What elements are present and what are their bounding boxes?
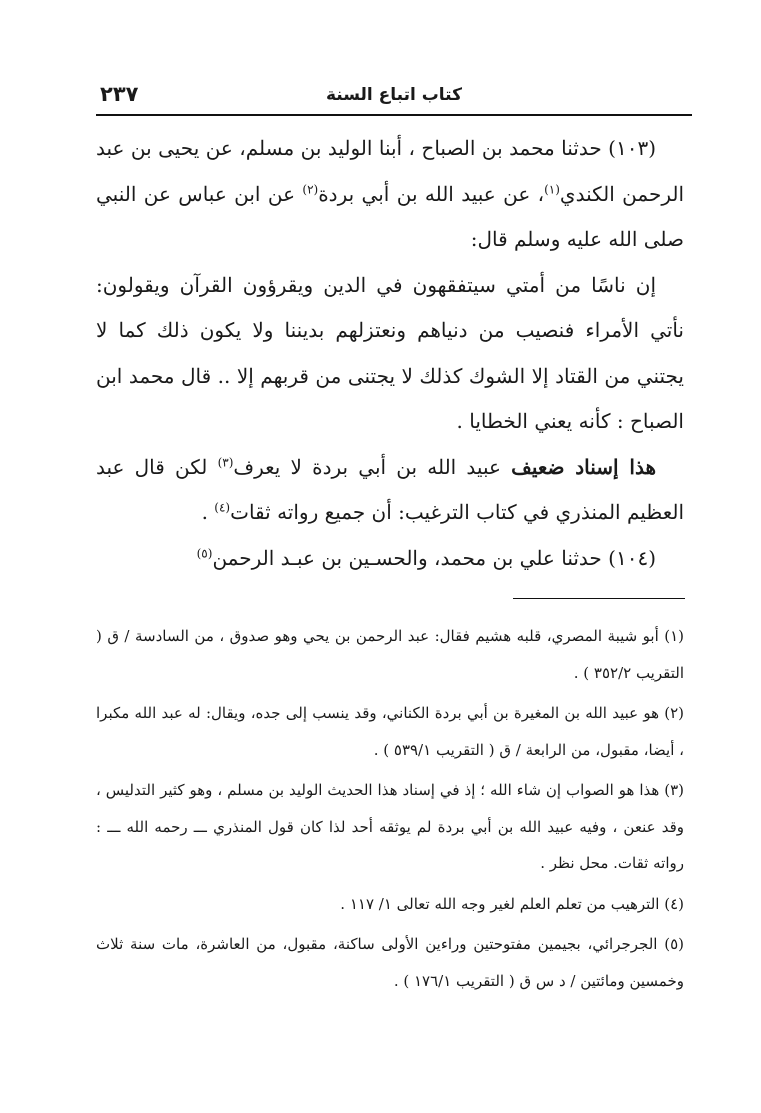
main-text	[96, 126, 684, 581]
hadith-104-text: (١٠٤) حدثنا علي بن محمد، والحسـين بن عبـد الرحمن	[212, 545, 656, 570]
footnote-5: (٥) الجرجرائي، بجيمين مفتوحتين وراءين الأولى ساكنة، مقبول، من العاشرة، مات سنة ثلاث وخمسين ومائتين / د س ق ( التقريب ١٧٦/١ ) .	[96, 935, 684, 990]
running-header	[96, 80, 692, 116]
footnote-ref-2: (٢)	[302, 181, 319, 196]
hadith-104-isnad	[96, 536, 684, 582]
grading-text-3: .	[201, 500, 215, 524]
footnote-ref-5: (٥)	[196, 545, 213, 560]
footnotes	[96, 618, 684, 999]
hadith-103-isnad	[96, 126, 684, 263]
footnote-ref-3: (٣)	[217, 454, 234, 469]
grading-text-2: لكن قال عبد العظيم المنذري في كتاب الترغيب: أن جميع رواته ثقات	[96, 454, 684, 524]
book-title: كتاب اتباع السنة	[325, 85, 463, 105]
footnote-4: (٤) الترهيب من تعلم العلم لغير وجه الله تعالى ١/ ١١٧ .	[340, 894, 684, 913]
hadith-103-grading	[96, 445, 684, 536]
hadith-103-end: عن ابن عباس عن النبي صلى الله عليه وسلم قال:	[96, 181, 684, 251]
hadith-103-mid: ، عن عبيد الله بن أبي بردة	[318, 181, 545, 206]
footnote-2: (٢) هو عبيد الله بن المغيرة بن أبي بردة الكناني، وقد ينسب إلى جده، ويقال: له عبد الله مكبرا ، أيضا، مقبول، من الرابعة / ق ( التقريب ٥٣٩/١ ) .	[96, 704, 684, 759]
footnote-1: (١) أبو شيبة المصري، قلبه هشيم فقال: عبد الرحمن بن يحي وهو صدوق ، من السادسة / ق ( التقريب ٣٥٢/٢ ) .	[96, 627, 684, 682]
page-number: ٢٣٧	[100, 82, 139, 106]
footnote-3: (٣) هذا هو الصواب إن شاء الله ؛ إذ في إسناد هذا الحديث الوليد بن مسلم ، وهو كثير التدليس ، وقد عنعن ، وفيه عبيد الله بن أبي بردة لم يوثقه أحد لذا كان قول المنذري ـــ رحمه الله ـــ : رواته ثقات. محل نظر .	[96, 781, 684, 872]
footnote-ref-1: (١)	[544, 181, 560, 196]
footnote-ref-4: (٤)	[214, 500, 231, 515]
grading-label: هذا إسناد ضعيف	[511, 454, 656, 479]
footnote-separator	[513, 598, 685, 599]
hadith-103-intro: (١٠٣) حدثنا محمد بن الصباح ، أبنا الوليد بن مسلم، عن يحيى بن عبد الرحمن الكندي	[96, 136, 685, 206]
grading-text-1: عبيد الله بن أبي بردة لا يعرف	[233, 454, 512, 479]
hadith-103-matn: إن ناسًا من أمتي سيتفقهون في الدين ويقرؤون القرآن ويقولون: نأتي الأمراء فنصيب من دنياهم ونعتزلهم بديننا ولا يكون ذلك كما لا يجتني من القتاد إلا الشوك كذلك لا يجتنى من قربهم إلا .. قال محمد ابن الصباح : كأنه يعني الخطايا .	[96, 272, 684, 433]
